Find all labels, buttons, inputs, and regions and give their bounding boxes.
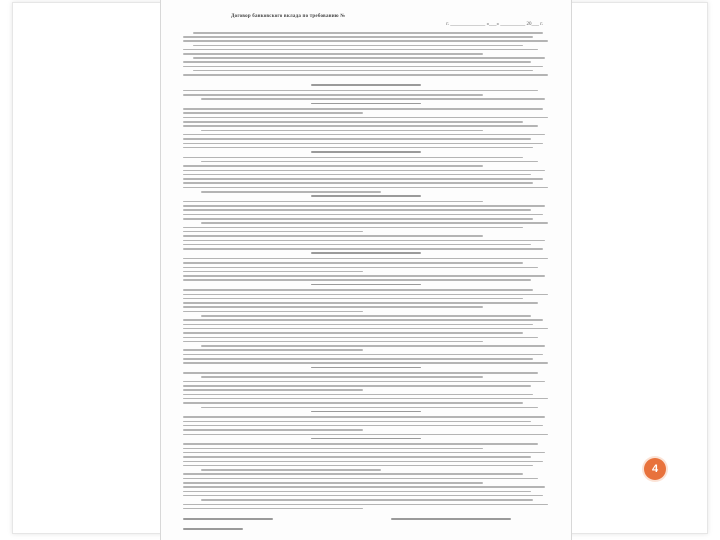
body-text-line (201, 407, 538, 409)
body-text-line (183, 443, 538, 445)
body-text-line (183, 337, 538, 339)
section-heading-line (311, 151, 421, 153)
body-text-line (183, 465, 533, 467)
body-text-line (183, 394, 533, 396)
body-text-line (183, 398, 548, 400)
body-text-line (183, 452, 545, 454)
body-text-line (183, 425, 543, 427)
body-text-line (201, 469, 381, 471)
body-text-line (193, 32, 543, 34)
body-text-line (193, 45, 523, 47)
body-text-line (183, 434, 548, 436)
body-text-line (183, 90, 538, 92)
body-text-line (183, 279, 531, 281)
body-text-line (183, 174, 531, 176)
body-text-line (183, 170, 545, 172)
body-text-line (183, 354, 543, 356)
body-text-line (183, 319, 543, 321)
body-text-line (183, 244, 531, 246)
body-text-line (183, 421, 531, 423)
body-text-line (183, 227, 523, 229)
body-text-line (183, 495, 543, 497)
body-text-line (183, 302, 538, 304)
body-text-line (183, 275, 545, 277)
body-text-line (201, 315, 531, 317)
section-heading-line (311, 84, 421, 86)
section-heading-line (311, 284, 421, 286)
body-text-line (183, 461, 543, 463)
body-text-line (183, 298, 523, 300)
body-text-line (183, 262, 523, 264)
body-text-line (183, 66, 543, 68)
body-text-line (183, 231, 363, 233)
body-text-line (183, 147, 533, 149)
body-text-line (183, 112, 363, 114)
body-text-line (183, 429, 363, 431)
body-text-line (183, 182, 533, 184)
section-heading-line (311, 252, 421, 254)
document-date-line: г. ______________ «___» __________ 20___ г. (446, 22, 543, 27)
body-text-line (183, 508, 363, 510)
body-text-line (183, 385, 531, 387)
page-number-badge: 4 (644, 458, 666, 480)
body-text-line (183, 165, 483, 167)
body-text-line (183, 94, 483, 96)
body-text-line (183, 448, 483, 450)
body-text-line (183, 389, 363, 391)
body-text-line (183, 456, 531, 458)
body-text-line (183, 328, 548, 330)
signature-line (183, 528, 243, 530)
body-text-line (183, 372, 538, 374)
body-text-line (201, 98, 545, 100)
body-text-line (183, 358, 533, 360)
body-text-line (201, 499, 533, 501)
body-text-line (183, 157, 523, 159)
body-text-line (183, 332, 523, 334)
body-text-line (183, 49, 538, 51)
body-text-line (183, 143, 543, 145)
body-text-line (183, 402, 523, 404)
body-text-line (183, 267, 538, 269)
body-text-line (183, 324, 533, 326)
body-text-line (183, 125, 538, 127)
body-text-line (183, 486, 545, 488)
body-text-line (183, 271, 363, 273)
section-heading-line (311, 367, 421, 369)
body-text-line (183, 108, 543, 110)
section-heading-line (311, 103, 421, 105)
body-text-line (183, 306, 483, 308)
body-text-line (183, 36, 533, 38)
body-text-line (183, 349, 363, 351)
body-text-line (183, 209, 531, 211)
body-text-line (183, 482, 483, 484)
section-heading-line (311, 411, 421, 413)
body-text-line (183, 416, 545, 418)
section-heading-line (311, 195, 421, 197)
body-text-line (183, 201, 483, 203)
scanned-contract-document (160, 0, 572, 540)
section-heading-line (311, 438, 421, 440)
body-text-line (183, 117, 548, 119)
signature-line (183, 518, 273, 520)
body-text-line (183, 258, 548, 260)
body-text-line (183, 134, 545, 136)
body-text-line (183, 504, 548, 506)
body-text-line (183, 53, 483, 55)
body-text-line (183, 61, 531, 63)
signature-line (391, 518, 511, 520)
body-text-line (201, 191, 381, 193)
body-text-line (183, 205, 545, 207)
body-text-line (201, 222, 548, 224)
body-text-line (183, 121, 523, 123)
body-text-line (183, 40, 548, 42)
body-text-line (183, 478, 538, 480)
body-text-line (183, 74, 548, 76)
body-text-line (183, 138, 531, 140)
body-text-line (201, 161, 538, 163)
body-text-line (183, 473, 523, 475)
body-text-line (183, 187, 548, 189)
body-text-line (201, 376, 483, 378)
body-text-line (183, 248, 543, 250)
body-text-line (193, 57, 545, 59)
body-text-line (193, 70, 533, 72)
body-text-line (183, 491, 531, 493)
body-text-line (201, 345, 545, 347)
body-text-line (183, 178, 543, 180)
body-text-line (183, 235, 483, 237)
body-text-line (183, 311, 363, 313)
body-text-line (183, 381, 545, 383)
body-text-line (183, 294, 548, 296)
body-text-line (201, 130, 483, 132)
body-text-line (183, 240, 545, 242)
body-text-line (183, 341, 483, 343)
document-title: Договор банковского вклада по требованию № (231, 14, 346, 19)
body-text-line (183, 362, 548, 364)
body-text-line (183, 218, 533, 220)
body-text-line (183, 289, 533, 291)
body-text-line (183, 214, 543, 216)
